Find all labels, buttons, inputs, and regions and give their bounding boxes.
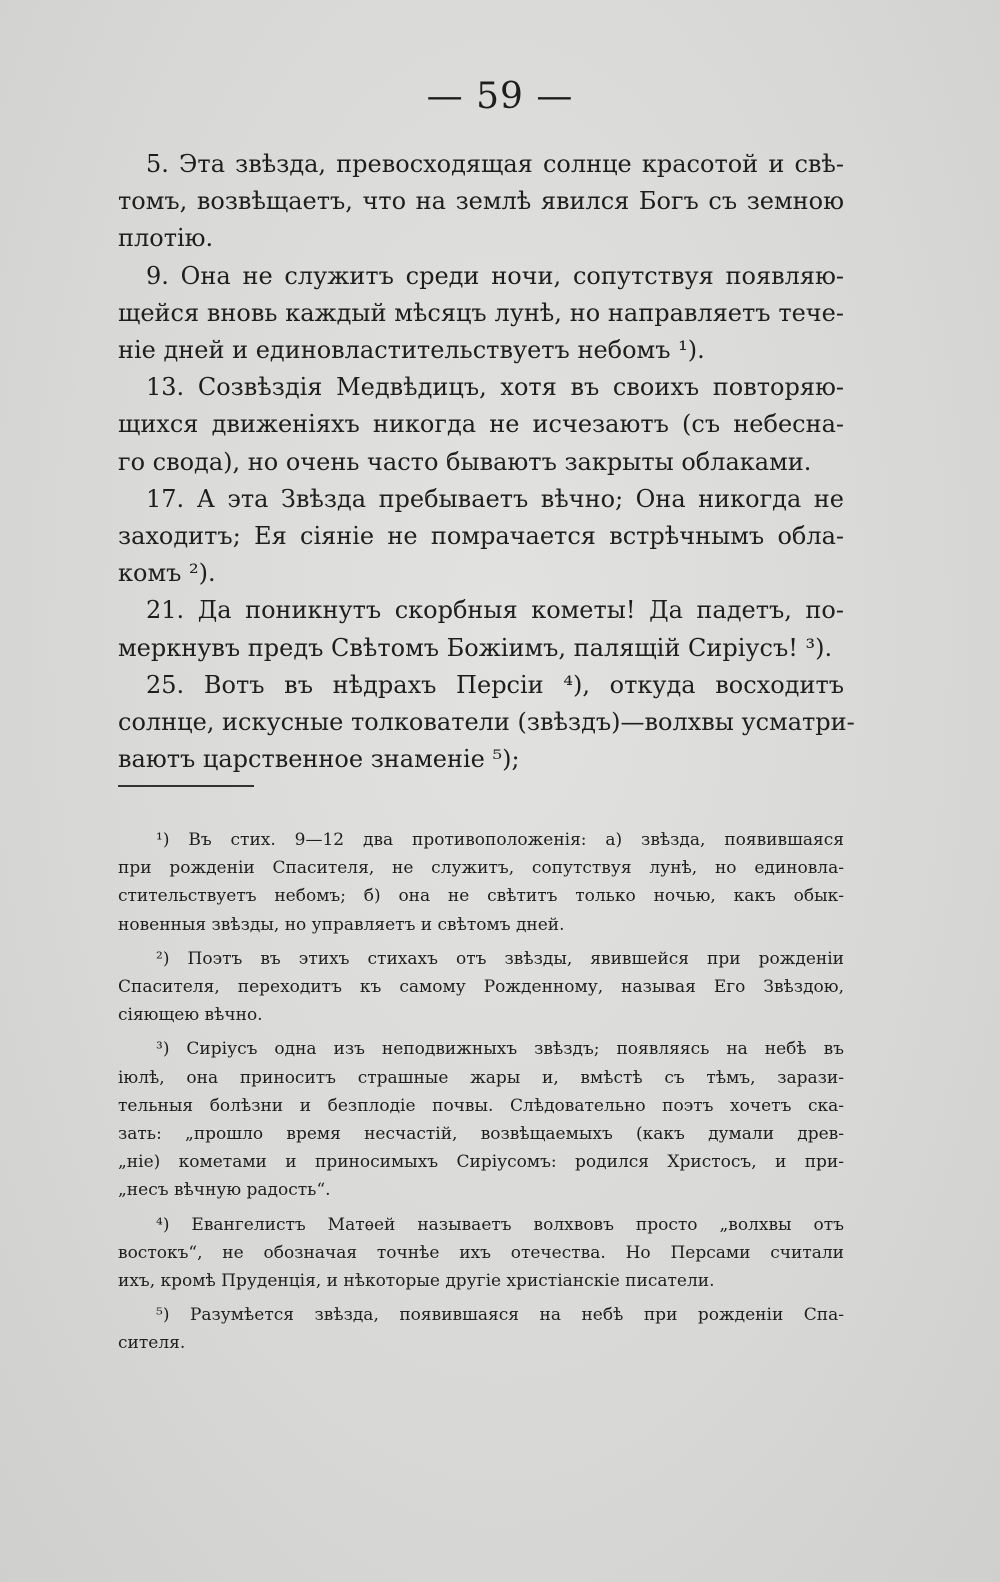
footnote-line: ²) Поэтъ въ этихъ стихахъ отъ звѣзды, явившейся при рожденіи xyxy=(156,948,844,969)
footnote-line: при рожденіи Спасителя, не служитъ, сопутствуя лунѣ, но единовла- xyxy=(118,858,844,879)
footnote-line: востокъ“, не обозначая точнѣе ихъ отечества. Но Персами считали xyxy=(118,1242,844,1263)
text-line: томъ, возвѣщаетъ, что на землѣ явился Богъ съ земною xyxy=(118,187,844,216)
text-line: комъ ²). xyxy=(118,559,216,588)
text-line: ваютъ царственное знаменіе ⁵); xyxy=(118,745,520,774)
footnote-2 xyxy=(118,945,844,1030)
footnote-line: ⁴) Евангелистъ Матѳей называетъ волхвовъ просто „волхвы отъ xyxy=(156,1214,844,1235)
paragraph-5 xyxy=(118,146,844,258)
paragraph-17 xyxy=(118,481,844,593)
text-line: 13. Созвѣздія Медвѣдицъ, хотя въ своихъ повторяю- xyxy=(146,373,844,402)
footnote-4 xyxy=(118,1211,844,1296)
page-number: — 59 — xyxy=(426,76,574,117)
paragraph-9 xyxy=(118,258,844,370)
footnote-line: „ніе) кометами и приносимыхъ Сиріусомъ: родился Христосъ, и при- xyxy=(118,1152,844,1173)
text-line: щейся вновь каждый мѣсяцъ лунѣ, но направляетъ тече- xyxy=(118,298,844,327)
text-line: заходитъ; Ея сіяніе не помрачается встрѣчнымъ обла- xyxy=(118,522,844,551)
footnote-line: сителя. xyxy=(118,1333,186,1354)
footnote-5 xyxy=(118,1301,844,1357)
footnote-line: „несъ вѣчную радость“. xyxy=(118,1180,331,1201)
text-line: 17. А эта Звѣзда пребываетъ вѣчно; Она никогда не xyxy=(146,484,844,513)
footnote-separator xyxy=(118,785,254,787)
text-line: ніе дней и единовластительствуетъ небомъ ¹). xyxy=(118,336,705,365)
footnote-line: Спасителя, переходитъ къ самому Рожденному, называя Его Звѣздою, xyxy=(118,977,844,998)
text-line: меркнувъ предъ Свѣтомъ Божіимъ, палящій Сиріусъ! ³). xyxy=(118,633,833,662)
footnote-3 xyxy=(118,1035,844,1204)
text-line: плотію. xyxy=(118,224,214,253)
footnote-line: стительствуетъ небомъ; б) она не свѣтитъ только ночью, какъ обык- xyxy=(118,886,844,907)
text-line: го свода), но очень часто бываютъ закрыты облаками. xyxy=(118,447,812,476)
text-line: 21. Да поникнутъ скорбныя кометы! Да падетъ, по- xyxy=(146,596,844,625)
footnote-line: сіяющею вѣчно. xyxy=(118,1005,263,1026)
main-text xyxy=(118,146,855,778)
paragraph-25 xyxy=(118,667,855,779)
paragraph-13 xyxy=(118,369,844,481)
footnote-line: ихъ, кромѣ Пруденція, и нѣкоторые другіе христіанскіе писатели. xyxy=(118,1271,715,1292)
footnote-line: ³) Сиріусъ одна изъ неподвижныхъ звѣздъ; появляясь на небѣ въ xyxy=(156,1039,844,1060)
text-line: солнце, искусные толкователи (звѣздъ)—волхвы усматри- xyxy=(118,708,855,737)
text-line: 9. Она не служитъ среди ночи, сопутствуя появляю- xyxy=(146,261,844,290)
footnotes xyxy=(118,826,844,1364)
paragraph-21 xyxy=(118,592,844,666)
footnote-line: зать: „прошло время несчастій, возвѣщаемыхъ (какъ думали древ- xyxy=(118,1124,844,1145)
text-line: 5. Эта звѣзда, превосходящая солнце красотой и свѣ- xyxy=(146,150,844,178)
text-line: 25. Вотъ въ нѣдрахъ Персіи ⁴), откуда восходитъ xyxy=(146,670,844,699)
footnote-line: тельныя болѣзни и безплодіе почвы. Слѣдовательно поэтъ хочетъ ска- xyxy=(118,1095,844,1116)
footnote-line: ⁵) Разумѣется звѣзда, появившаяся на небѣ при рожденіи Спа- xyxy=(156,1305,844,1326)
footnote-line: новенныя звѣзды, но управляетъ и свѣтомъ дней. xyxy=(118,914,565,935)
text-line: щихся движеніяхъ никогда не исчезаютъ (съ небесна- xyxy=(118,410,844,439)
footnote-1 xyxy=(118,826,844,939)
footnote-line: іюлѣ, она приноситъ страшные жары и, вмѣстѣ съ тѣмъ, зарази- xyxy=(118,1067,844,1088)
footnote-line: ¹) Въ стих. 9—12 два противоположенія: а) звѣзда, появившаяся xyxy=(156,830,844,850)
